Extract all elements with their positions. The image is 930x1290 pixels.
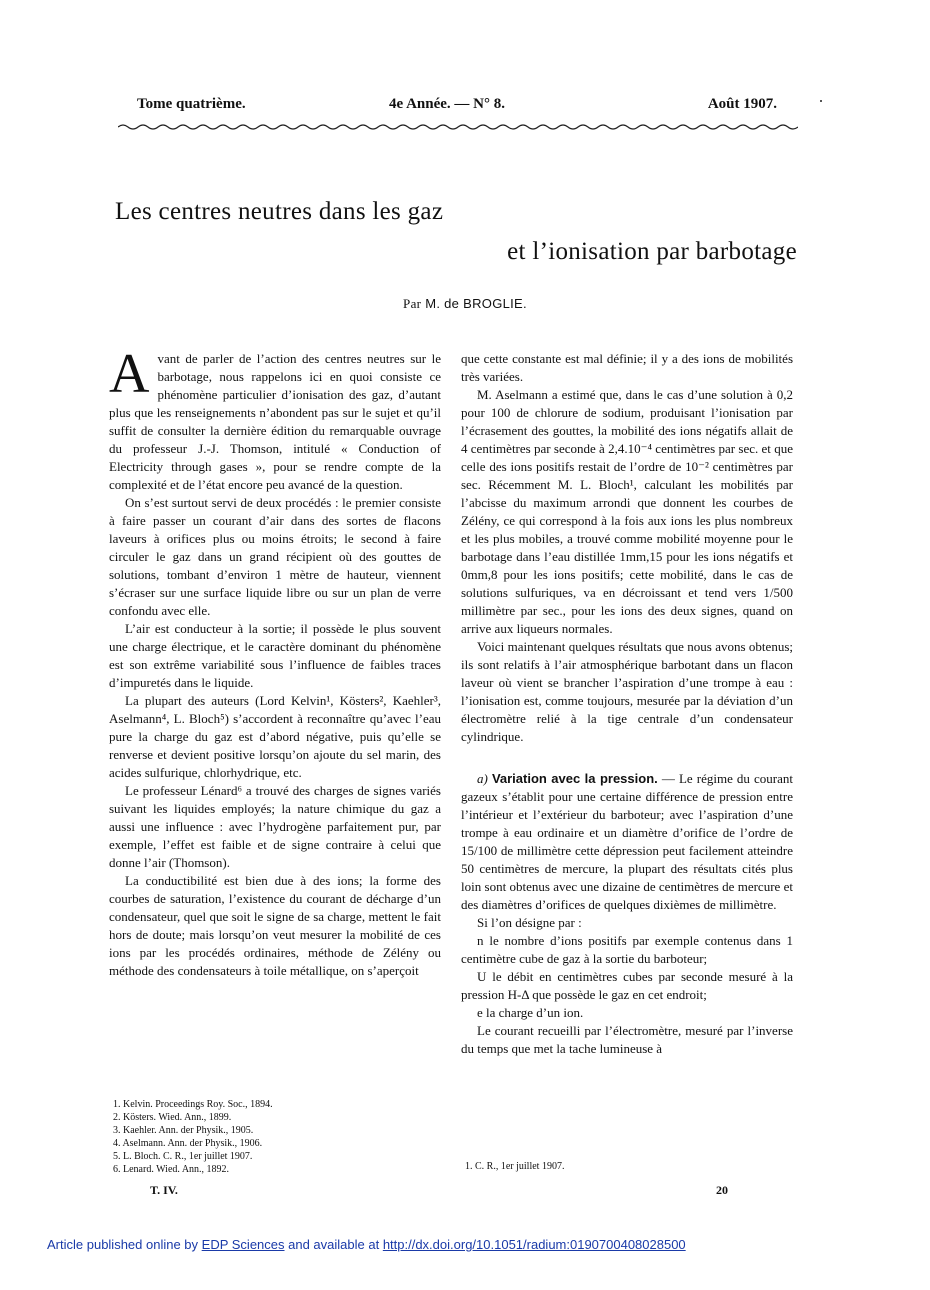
footnote: 5. L. Bloch. C. R., 1er juillet 1907. — [113, 1151, 253, 1162]
page-number: 20 — [716, 1183, 728, 1197]
paragraph: Le courant recueilli par l’électromètre, mesuré par l’inverse du temps que met la tache lumineuse à — [461, 1023, 793, 1056]
section-heading: Variation avec la pression. — [491, 771, 658, 786]
footnote: 2. Kösters. Wied. Ann., 1899. — [113, 1112, 232, 1123]
footnote: 3. Kaehler. Ann. der Physik., 1905. — [113, 1125, 254, 1136]
speck — [820, 100, 822, 102]
issue-label: 4e Année. — N° 8. — [389, 96, 505, 112]
paragraph: M. Aselmann a estimé que, dans le cas d’une solution à 0,2 pour 100 de chlorure de sodium, produisant l’ionisation par l’écrasement des gouttes, la mobilité des ions négatifs allait de 4 centimètres par seconde à 2,4.10⁻⁴ centimètres par sec. et que celle des ions positifs restait de l’ordre de 10⁻² centimètres par sec. Récemment M. L. Bloch¹, calculant les mobilités par l’abcisse du maximum arrondi que donnent les courbes de Zélény, ce qui correspond à la fois aux ions les plus nombreux et les plus mobiles, a trouvé comme mobilité moyenne pour le barbotage dans l’eau distillée 1mm,15 pour les ions négatifs et 0mm,8 pour les ions positifs; cette mobilité, dans le cas de solutions sulfuriques, va en décroissant et tend vers 1/500 millimètre par sec., pour les ions des deux signes, quand on arrive aux liqueurs normales. — [461, 387, 793, 636]
tome-label: Tome quatrième. — [137, 96, 246, 112]
author-prefix: Par — [403, 296, 422, 311]
decorative-rule — [118, 122, 798, 132]
author-line — [0, 296, 930, 312]
paragraph: n le nombre d’ions positifs par exemple contenus dans 1 centimètre cube de gaz à la sortie du barboteur; — [461, 933, 793, 966]
paragraph — [109, 343, 441, 494]
date-label: Août 1907. — [707, 96, 777, 112]
article-title-line1: Les centres neutres dans les gaz — [115, 198, 444, 225]
journal-header — [137, 96, 777, 118]
paragraph-text: vant de parler de l’action des centres neutres sur le barbotage, nous rappelons ici en quoi consiste ce phénomène particulier d’ionisation des gaz, d’autant plus que les renseignements n’abondent pas sur le sujet et qu’il suffit de consulter la dernière édition du remarquable ouvrage du professeur J.-J. Thomson, intitulé « Conduction of Electricity through gases », pour se rendre compte de la complexité et de l’état encore peu avancé de la question. — [109, 351, 441, 492]
footnote: 1. C. R., 1er juillet 1907. — [465, 1161, 565, 1172]
banner-middle: and available at — [284, 1237, 383, 1252]
paragraph: La conductibilité est bien due à des ions; la forme des courbes de saturation, l’existence du courant de décharge d’un condensateur, quel que soit le signe de sa charge, mettent le fait hors de doute; mais lorsqu’on veut mesurer la mobilité de ces ions par les procédés ordinaires, méthode de Zélény ou méthode des condensateurs à toile métallique, on s’aperçoit — [109, 873, 441, 978]
drop-cap: A — [109, 343, 150, 405]
paragraph: que cette constante est mal définie; il y a des ions de mobilités très variées. — [461, 351, 793, 384]
publication-banner — [47, 1237, 686, 1252]
footnote: 4. Aselmann. Ann. der Physik., 1906. — [113, 1138, 263, 1149]
footnote: 6. Lenard. Wied. Ann., 1892. — [113, 1164, 230, 1175]
paragraph: L’air est conducteur à la sortie; il possède le plus souvent une charge électrique, et le caractère dominant du phénomène est son extrême variabilité sous l’influence de faibles traces d’impuretés dans le liquide. — [109, 621, 441, 690]
paragraph: On s’est surtout servi de deux procédés : le premier consiste à faire passer un courant d’air dans des sortes de flacons laveurs à orifices plus ou moins étroits; le second à faire circuler le gaz dans un grand récipient où des gouttes de solutions, tombant d’environ 1 mètre de hauteur, viennent s’écraser sur une surface liquide libre ou sur un plan de verre confondu avec elle. — [109, 495, 441, 618]
edp-link[interactable]: EDP Sciences — [201, 1237, 285, 1252]
paragraph: La plupart des auteurs (Lord Kelvin¹, Kösters², Kaehler³, Aselmann⁴, L. Bloch⁵) s’accordent à reconnaître qu’avec l’eau pure la charge du gaz est d’abord négative, puis qu’elle se renverse et devient positive lorsqu’on ajoute du sel marin, des acides sulfurique, chlorhydrique, etc. — [109, 693, 441, 780]
footnote: 1. Kelvin. Proceedings Roy. Soc., 1894. — [113, 1099, 273, 1110]
spacer — [461, 746, 793, 770]
paragraph: Si l’on désigne par : — [477, 915, 582, 930]
right-column — [461, 350, 793, 1058]
banner-prefix: Article published online by — [47, 1237, 202, 1252]
left-column — [109, 343, 441, 980]
article-title-line2: et l’ionisation par barbotage — [507, 238, 797, 265]
paragraph: e la charge d’un ion. — [477, 1005, 584, 1020]
paragraph: Voici maintenant quelques résultats que nous avons obtenus; ils sont relatifs à l’air atmosphérique barbotant dans un flacon laveur où vient se brancher l’aspiration d’une trompe à eau : l’ionisation est, comme toujours, mesurée par la déviation d’un électromètre relié à la tige centrale d’un condensateur cylindrique. — [461, 639, 793, 744]
doi-link[interactable]: http://dx.doi.org/10.1051/radium:0190700408028500 — [382, 1237, 686, 1252]
author-name: M. de BROGLIE. — [425, 296, 527, 311]
section-paragraph — [461, 770, 793, 914]
section-label: a) — [477, 771, 488, 786]
volume-marker: T. IV. — [150, 1183, 178, 1197]
paragraph-text: — Le régime du courant gazeux s’établit pour une certaine différence de pression entre l’intérieur et l’extérieur du barboteur; avec l’aspiration d’une trompe à eau ordinaire et un diamètre d’orifice de l’ordre de 15/100 de millimètre cette dépression peut facilement atteindre 50 centimètres de mercure, la plupart des résultats cités plus loin sont obtenus avec une dizaine de centimètres de mercure et des diamètres d’orifices de quelques dixièmes de millimètre. — [461, 771, 793, 912]
footnotes — [113, 1098, 433, 1176]
paragraph: U le débit en centimètres cubes par seconde mesuré à la pression H-Δ que possède le gaz en cet endroit; — [461, 969, 793, 1002]
paragraph: Le professeur Lénard⁶ a trouvé des charges de signes variés suivant les liquides employés; la nature chimique du gaz a aussi une influence : avec l’hydrogène parfaitement pur, par exemple, l’effet est faible et de signe contraire à celui que donne l’air (Thomson). — [109, 783, 441, 870]
